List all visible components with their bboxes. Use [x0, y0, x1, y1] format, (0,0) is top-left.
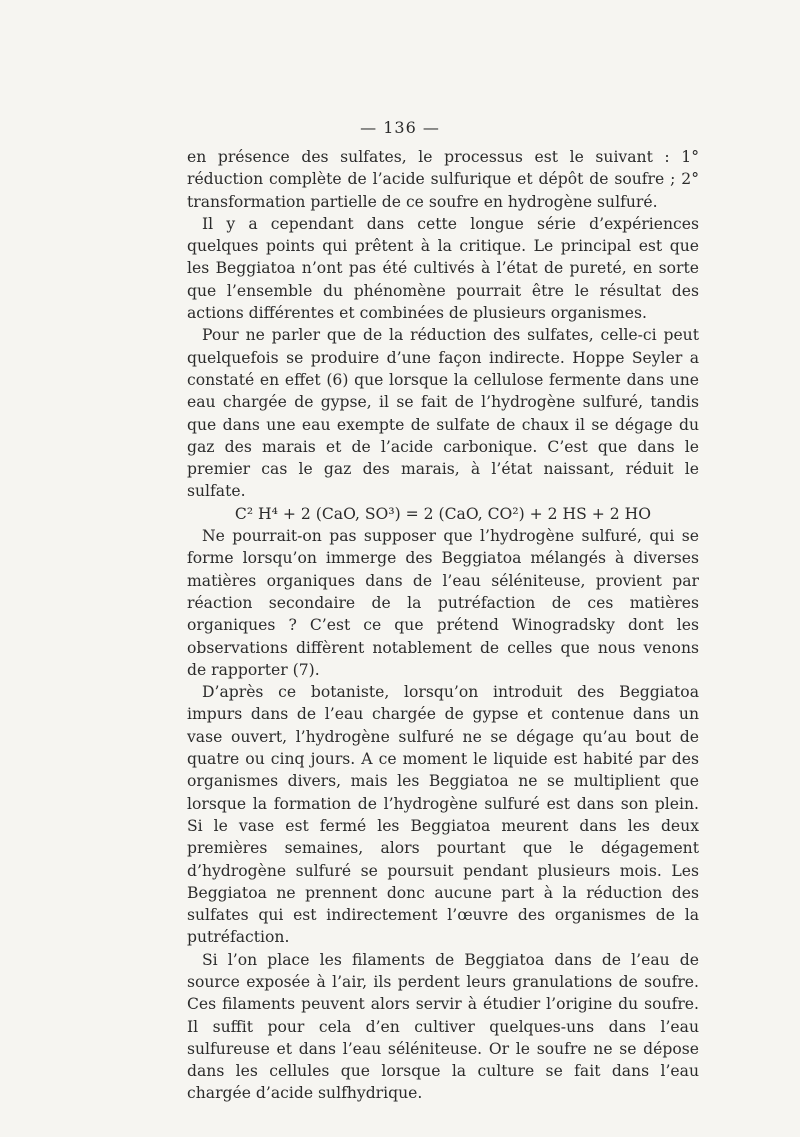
- paragraph-4: Ne pourrait-on pas supposer que l’hydrogène sulfuré, qui se forme lorsqu’on immerge des Beggiatoa mélangés à diverses matières organiques dans de l’eau séléniteuse, provient par réaction secondaire de la putréfaction de ces matières organiques ? C’est ce que prétend Winogradsky dont les observations diffèrent notablement de celles que nous venons de rapporter (7).: [187, 527, 699, 679]
- paragraph-1: en présence des sulfates, le processus est le suivant : 1° réduction complète de l’acide sulfurique et dépôt de soufre ; 2° transformation partielle de ce soufre en hydrogène sulfuré.: [187, 148, 699, 211]
- paragraph-5: D’après ce botaniste, lorsqu’on introduit des Beggiatoa impurs dans de l’eau chargée de gypse et contenue dans un vase ouvert, l’hydrogène sulfuré ne se dégage qu’au bout de quatre ou cinq jours. A ce moment le liquide est habité par des organismes divers, mais les Beggiatoa ne se multiplient que lorsque la formation de l’hydrogène sulfuré est dans son plein. Si le vase est fermé les Beggiatoa meurent dans les deux premières semaines, alors pourtant que le dégagement d’hydrogène sulfuré se poursuit pendant plusieurs mois. Les Beggiatoa ne prennent donc aucune part à la réduction des sulfates qui est indirectement l’œuvre des organismes de la putréfaction.: [187, 683, 699, 947]
- body-text: [187, 146, 699, 1105]
- paragraph-2: Il y a cependant dans cette longue série d’expériences quelques points qui prêtent à la critique. Le principal est que les Beggiatoa n’ont pas été cultivés à l’état de pureté, en sorte que l’ensemble du phénomène pourrait être le résultat des actions différentes et combinées de plusieurs organismes.: [187, 214, 699, 323]
- page-number: — 136 —: [360, 118, 440, 137]
- chemical-equation: C² H⁴ + 2 (CaO, SO³) = 2 (CaO, CO²) + 2 HS + 2 HO: [234, 504, 652, 523]
- paragraph-6: Si l’on place les filaments de Beggiatoa dans de l’eau de source exposée à l’air, ils perdent leurs granulations de soufre. Ces filaments peuvent alors servir à étudier l’origine du soufre. Il suffit pour cela d’en cultiver quelques-uns dans l’eau sulfureuse et dans l’eau séléniteuse. Or le soufre ne se dépose dans les cellules que lorsque la culture se fait dans l’eau chargée d’acide sulfhydrique.: [187, 950, 699, 1103]
- paragraph-3: Pour ne parler que de la réduction des sulfates, celle-ci peut quelquefois se produire d’une façon indirecte. Hoppe Seyler a constaté en effet (6) que lorsque la cellulose fermente dans une eau chargée de gypse, il se fait de l’hydrogène sulfuré, tandis que dans une eau exempte de sulfate de chaux il se dégage du gaz des marais et de l’acide carbonique. C’est que dans le premier cas le gaz des marais, à l’état naissant, réduit le sulfate.: [187, 326, 699, 501]
